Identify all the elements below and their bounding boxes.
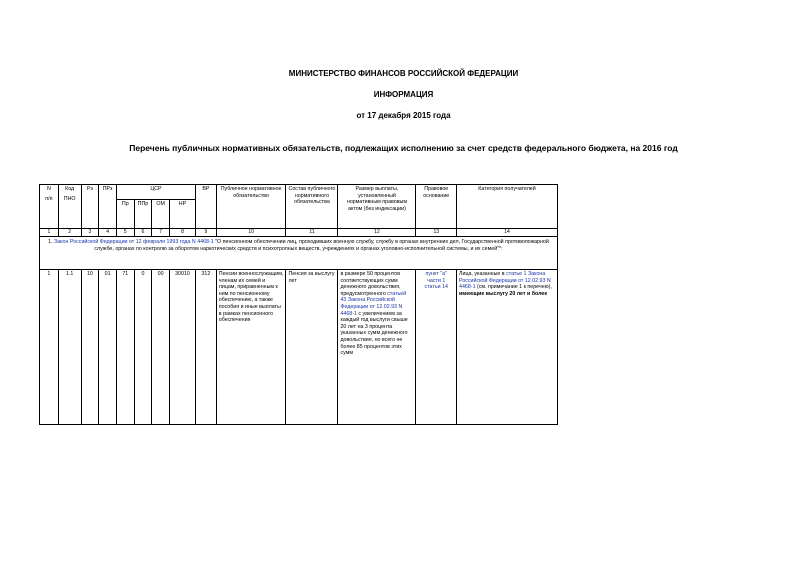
legal-basis-link[interactable]: пункт "а" части 1 статьи 14 (416, 270, 457, 425)
header-kod-label: Код (65, 186, 75, 192)
cell-om: 00 (152, 270, 170, 425)
column-number: 3 (81, 229, 99, 237)
header-csr-pr: Пр (116, 200, 134, 229)
header-csr-nr: НР (169, 200, 195, 229)
cell-nr: 30010 (169, 270, 195, 425)
column-number: 10 (216, 229, 286, 237)
header-csr-ppr: ППр (134, 200, 152, 229)
header-n-sub: п/п (45, 195, 53, 202)
cell-rz: 10 (81, 270, 99, 425)
header-rz: Рз (81, 185, 99, 229)
header-n-label: N (46, 186, 51, 192)
table-row (40, 270, 558, 425)
cell-kod: 1.1 (58, 270, 81, 425)
column-numbers-row (40, 229, 558, 237)
document-title: Перечень публичных нормативных обязательств, подлежащих исполнению за счет средств федерального бюджета, на 2016 год (129, 143, 678, 153)
header-composition: Состав публичного нормативного обязательства (286, 185, 338, 229)
column-number: 9 (195, 229, 216, 237)
cell-n: 1 (40, 270, 59, 425)
cell-pr: 71 (116, 270, 134, 425)
header-legal-basis: Правовое основание (416, 185, 457, 229)
header-kod (58, 185, 81, 229)
document-type-heading: ИНФОРМАЦИЯ (373, 90, 434, 99)
header-vr: ВР (195, 185, 216, 229)
column-number: 6 (134, 229, 152, 237)
cell-payment-size (338, 270, 416, 425)
header-kod-sub: ПНО (63, 195, 76, 202)
section-law-title: "О пенсионном обеспечении лиц, проходивших военную службу, службу в органах внутренних дел, Государственной противопожарной службе, органах по контролю за оборотом наркотических средств и психотропных веществ, учреждениях и органах уголовно-исполнительной системы, и их семей"*: (94, 239, 549, 252)
law-link[interactable]: Закон Российской Федерации от 12 февраля 1993 года N 4468-1 (54, 239, 214, 245)
column-number: 12 (338, 229, 416, 237)
cell-vr: 312 (195, 270, 216, 425)
column-number: 7 (152, 229, 170, 237)
article-1-link[interactable]: статье 1 Закона Российской Федерации от 12.02.93 N 4468-1 (459, 271, 551, 291)
payment-text-cont: с увеличением за каждый год выслуги свыше 20 лет на 3 процента указанных сумм денежного довольствия, но всего не более 85 процентов этих сумм (340, 310, 408, 357)
article-43-link[interactable]: статьей 43 Закона Российской Федерации от 12.02.93 N 4468-1 (340, 290, 407, 317)
column-number: 13 (416, 229, 457, 237)
section-row (40, 237, 558, 270)
column-number: 5 (116, 229, 134, 237)
cell-prz: 01 (99, 270, 117, 425)
section-prefix: 1. (48, 239, 55, 245)
header-n (40, 185, 59, 229)
column-number: 8 (169, 229, 195, 237)
header-public-obligation: Публичное нормативное обязательство (216, 185, 286, 229)
ministry-heading: МИНИСТЕРСТВО ФИНАНСОВ РОССИЙСКОЙ ФЕДЕРАЦИИ (288, 69, 519, 78)
header-category: Категория получателей (457, 185, 558, 229)
column-number: 4 (99, 229, 117, 237)
payment-text: в размере 50 процентов соответствующих сумм денежного довольствия, предусмотренного (340, 271, 401, 297)
cell-ppr: 0 (134, 270, 152, 425)
cell-category (457, 270, 558, 425)
cell-obligation: Пенсии военнослужащим, членам их семей и лицам, приравненным к ним по пенсионному обеспечению, а также пособия и иные выплаты в рамках пенсионного обеспечения (216, 270, 286, 425)
header-prz: ПРз (99, 185, 117, 229)
category-note: (см. примечание 1 к перечню), (475, 284, 552, 291)
header-csr-om: ОМ (152, 200, 170, 229)
column-number: 14 (457, 229, 558, 237)
section-cell (40, 237, 558, 270)
category-text: Лица, указанные в (459, 271, 507, 277)
header-csr: ЦСР (116, 185, 195, 200)
column-number: 1 (40, 229, 59, 237)
obligations-table (39, 184, 558, 425)
column-number: 11 (286, 229, 338, 237)
column-number: 2 (58, 229, 81, 237)
table-header-row (40, 185, 558, 200)
cell-composition: Пенсия за выслугу лет (286, 270, 338, 425)
header-payment-size: Размер выплаты, установленный нормативным правовым актом (без индексации) (338, 185, 416, 229)
category-condition: имеющие выслугу 20 лет и более (459, 290, 548, 297)
document-date: от 17 декабря 2015 года (356, 111, 451, 120)
